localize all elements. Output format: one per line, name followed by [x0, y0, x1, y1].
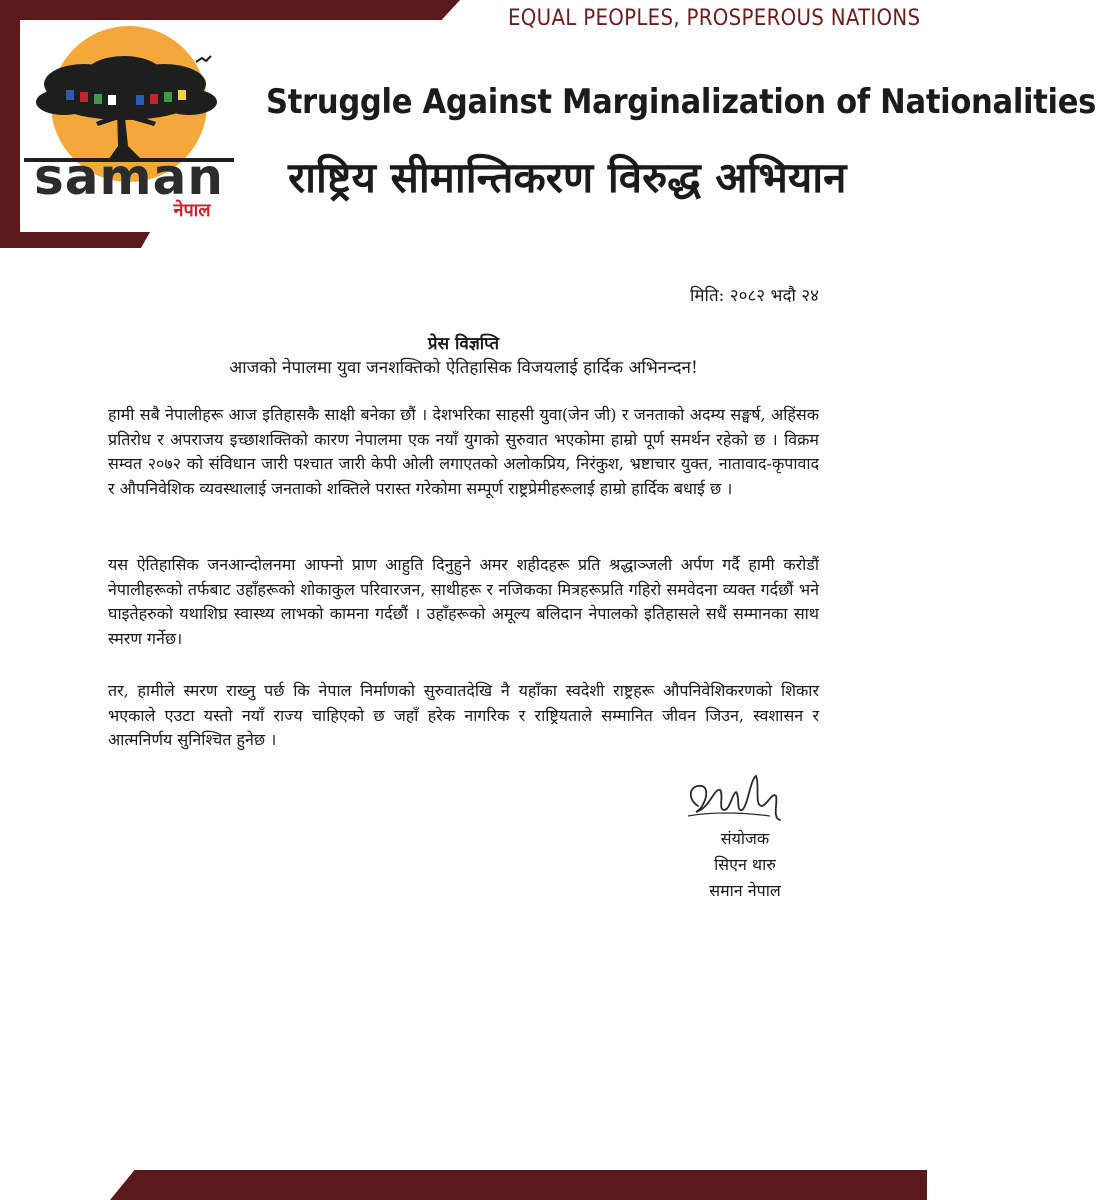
header-frame-top: [0, 0, 460, 20]
bird-icon: [196, 56, 211, 62]
signatory-organization: समान नेपाल: [709, 881, 781, 900]
tagline: EQUAL PEOPLES, PROSPEROUS NATIONS: [508, 6, 921, 31]
signature-icon: [680, 766, 790, 830]
saman-logo: [24, 22, 234, 222]
signatory-role: संयोजक: [720, 829, 770, 848]
press-release-title: प्रेस विज्ञप्ति: [427, 334, 500, 354]
letter-date: मिति: २०८२ भदौ २४: [689, 286, 819, 306]
org-name-english: Struggle Against Marginalization of Nationalities: [266, 82, 1096, 122]
body-paragraph-2: यस ऐतिहासिक जनआन्दोलनमा आफ्नो प्राण आहुति दिनुहुने अमर शहीदहरू प्रति श्रद्धाञ्जली अर्पण गर्दै हामी करोडौं नेपालीहरूको तर्फबाट उहाँहरूको शोकाकुल परिवारजन, साथीहरू र नजिकका मित्रहरूप्रति गहिरो समवेदना व्यक्त गर्दछौं भने घाइतेहरुको यथाशिघ्र स्वास्थ्य लाभको कामना गर्दछौं । उहाँहरूको अमूल्य बलिदान नेपालको इतिहासले सधैं सम्मानका साथ स्मरण गर्नेछ।: [108, 555, 819, 648]
logo-text: saman: [34, 148, 224, 206]
footer-bar: [110, 1170, 927, 1200]
press-release-subtitle: आजको नेपालमा युवा जनशक्तिको ऐतिहासिक विजयलाई हार्दिक अभिनन्दन!: [229, 358, 698, 378]
logo-subtext: नेपाल: [173, 200, 211, 221]
signatory-name: सिएन थारु: [714, 855, 776, 874]
signatory-block: [680, 826, 810, 904]
body-paragraph-1: हामी सबै नेपालीहरू आज इतिहासकै साक्षी बनेका छौं । देशभरिका साहसी युवा(जेन जी) र जनताको अदम्य सङ्घर्ष, अहिंसक प्रतिरोध र अपराजय इच्छाशक्तिको कारण नेपालमा एक नयाँ युगको सुरुवात भएकोमा हाम्रो पूर्ण समर्थन रहेको छ । विक्रम सम्वत २०७२ को संविधान जारी पश्चात जारी केपी ओली लगाएतको अलोकप्रिय, निरंकुश, भ्रष्टाचार युक्त, नातावाद-कृपावाद र औपनिवेशिक व्यवस्थालाई जनताको शक्तिले परास्त गरेकोमा सम्पूर्ण राष्ट्रप्रेमीहरूलाई हाम्रो हार्दिक बधाई छ ।: [108, 405, 819, 498]
body-paragraph-3: तर, हामीले स्मरण राख्नु पर्छ कि नेपाल निर्माणको सुरुवातदेखि नै यहाँका स्वदेशी राष्ट्रहरू औपनिवेशिकरणको शिकार भएकाले एउटा यस्तो नयाँ राज्य चाहिएको छ जहाँ हरेक नागरिक र राष्ट्रियताले सम्मानित जीवन जिउन, स्वशासन र आत्मनिर्णय सुनिश्चित हुनेछ ।: [108, 681, 819, 749]
org-name-nepali: राष्ट्रिय सीमान्तिकरण विरुद्ध अभियान: [288, 153, 847, 202]
header-frame-bottom: [0, 232, 150, 248]
header-frame-left: [0, 0, 20, 248]
